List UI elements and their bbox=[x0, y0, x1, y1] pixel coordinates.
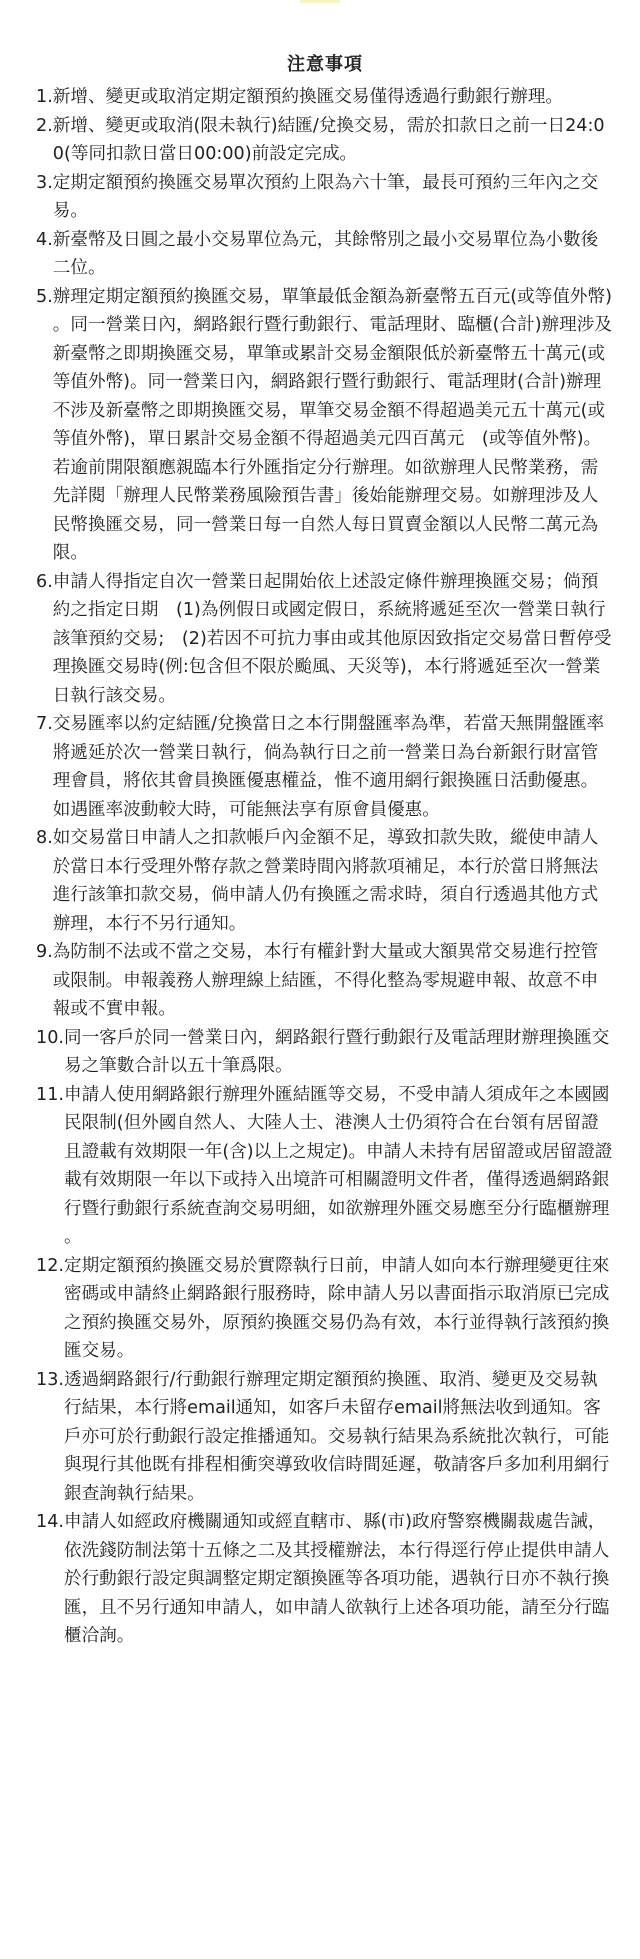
item-text: 為防制不法或不當之交易，本行有權針對大量或大額異常交易進行控管或限制。申報義務人辦理線上結匯，不得化整為零規避申報、故意不申報或不實申報。 bbox=[52, 942, 599, 1019]
item-text: 申請人使用網路銀行辦理外匯結匯等交易，不受申請人須成年之本國國民限制(但外國自然人、大陸人士、港澳人士仍須符合在台領有居留證且證載有效期限一年(含)以上之規定)。申請人未持有居留證或居留證證載有效期限一年以下或持入出境許可相關證明文件者，僅得透過網路銀行暨行動銀行系統查詢交易明細，如欲辦理外匯交易應至分行臨櫃辦理。 bbox=[63, 1084, 613, 1247]
notice-item-10 bbox=[36, 1024, 614, 1081]
item-number: 7. bbox=[36, 714, 53, 734]
notice-title: 注意事項 bbox=[287, 54, 363, 75]
top-accent-bar bbox=[300, 0, 340, 3]
item-number: 13. bbox=[36, 1369, 64, 1390]
item-text: 如交易當日申請人之扣款帳戶內金額不足，導致扣款失敗，縱使申請人於當日本行受理外幣存款之營業時間內將款項補足，本行於當日將無法進行該筆扣款交易，倘申請人仍有換匯之需求時，須自行透過其他方式辦理，本行不另行通知。 bbox=[52, 828, 599, 934]
notice-item-3 bbox=[36, 169, 614, 226]
notice-item-1 bbox=[36, 83, 614, 112]
item-text: 新增、變更或取消定期定額預約換匯交易僅得透過行動銀行辦理。 bbox=[52, 87, 564, 107]
item-text: 申請人得指定自次一營業日起開始依上述設定條件辦理換匯交易；倘預約之指定日期 (1)為例假日或國定假日，系統將遞延至次一營業日執行該筆預約交易; (2)若因不可抗力事由或其他原因致指定交易當日暫停受理換匯交易時(例:包含但不限於颱風、天災等)，本行將遞延至次一營業日執行該交易。 bbox=[52, 571, 612, 706]
notice-item-5 bbox=[36, 283, 614, 568]
notice-item-11 bbox=[36, 1081, 614, 1252]
item-number: 8. bbox=[36, 828, 53, 848]
item-number: 3. bbox=[36, 172, 53, 193]
item-number: 10. bbox=[36, 1027, 64, 1048]
item-number: 12. bbox=[36, 1255, 64, 1276]
item-text: 同一客戶於同一營業日內，網路銀行暨行動銀行及電話理財辦理換匯交易之筆數合計以五十筆爲限。 bbox=[63, 1027, 610, 1076]
item-text: 新臺幣及日圓之最小交易單位為元，其餘幣別之最小交易單位為小數後二位。 bbox=[52, 229, 599, 278]
item-number: 4. bbox=[36, 229, 53, 250]
notice-item-6 bbox=[36, 568, 614, 711]
item-number: 14. bbox=[36, 1512, 64, 1532]
notice-section bbox=[36, 52, 614, 1651]
item-text: 申請人如經政府機關通知或經直轄市、縣(市)政府警察機關裁處告誡，依洗錢防制法第十五條之二及其授權辦法，本行得逕行停止提供申請人於行動銀行設定與調整定期定額換匯等各項功能，遇執行日亦不執行換匯，且不另行通知申請人，如申請人欲執行上述各項功能，請至分行臨櫃洽詢。 bbox=[63, 1512, 610, 1646]
item-text: 辦理定期定額預約換匯交易，單筆最低金額為新臺幣五百元(或等值外幣)。同一營業日內，網路銀行暨行動銀行、電話理財、臨櫃(合計)辦理涉及新臺幣之即期換匯交易，單筆或累計交易金額限低於新臺幣五十萬元(或等值外幣)。同一營業日內，網路銀行暨行動銀行、電話理財(合計)辦理不涉及新臺幣之即期換匯交易，單筆交易金額不得超過美元五十萬元(或等值外幣)，單日累計交易金額不得超過美元四百萬元 (或等值外幣)。若逾前開限額應親臨本行外匯指定分行辦理。如欲辦理人民幣業務，需先詳閱「辦理人民幣業務風險預告書」後始能辦理交易。如辦理涉及人民幣換匯交易，同一營業日每一自然人每日買賣金額以人民幣二萬元為限。 bbox=[52, 286, 612, 563]
item-number: 5. bbox=[36, 286, 53, 307]
notice-item-7 bbox=[36, 710, 614, 824]
notice-item-13 bbox=[36, 1366, 614, 1509]
notice-item-4 bbox=[36, 226, 614, 283]
notice-item-12 bbox=[36, 1252, 614, 1366]
item-text: 交易匯率以約定結匯/兌換當日之本行開盤匯率為準，若當天無開盤匯率將遞延於次一營業日執行，倘為執行日之前一營業日為台新銀行財富管理會員，將依其會員換匯優惠權益，惟不適用網行銀換匯日活動優惠。如遇匯率波動較大時，可能無法享有原會員優惠。 bbox=[52, 714, 605, 820]
item-text: 透過網路銀行/行動銀行辦理定期定額預約換匯、取消、變更及交易執行結果，本行將email通知，如客戶未留存email將無法收到通知。客戶亦可於行動銀行設定推播通知。交易執行結果為系統批次執行，可能與現行其他既有排程相衝突導致收信時間延遲，敬請客戶多加利用網行銀查詢執行結果。 bbox=[63, 1369, 610, 1504]
item-number: 2. bbox=[36, 115, 53, 136]
notice-item-8 bbox=[36, 824, 614, 938]
item-text: 定期定額預約換匯交易於實際執行日前，申請人如向本行辦理變更往來密碼或申請終止網路銀行服務時，除申請人另以書面指示取消原已完成之預約換匯交易外，原預約換匯交易仍為有效，本行並得執行該預約換匯交易。 bbox=[63, 1255, 610, 1361]
notice-item-2 bbox=[36, 112, 614, 169]
item-number: 9. bbox=[36, 942, 53, 962]
notice-list bbox=[36, 83, 614, 1651]
item-number: 1. bbox=[36, 87, 53, 107]
notice-item-9 bbox=[36, 938, 614, 1024]
notice-item-14 bbox=[36, 1508, 614, 1651]
item-number: 6. bbox=[36, 571, 53, 592]
item-text: 定期定額預約換匯交易單次預約上限為六十筆，最長可預約三年內之交易。 bbox=[52, 172, 599, 221]
item-text: 新增、變更或取消(限未執行)結匯/兌換交易，需於扣款日之前一日24:00(等同扣款日當日00:00)前設定完成。 bbox=[52, 115, 605, 164]
item-number: 11. bbox=[36, 1084, 64, 1105]
